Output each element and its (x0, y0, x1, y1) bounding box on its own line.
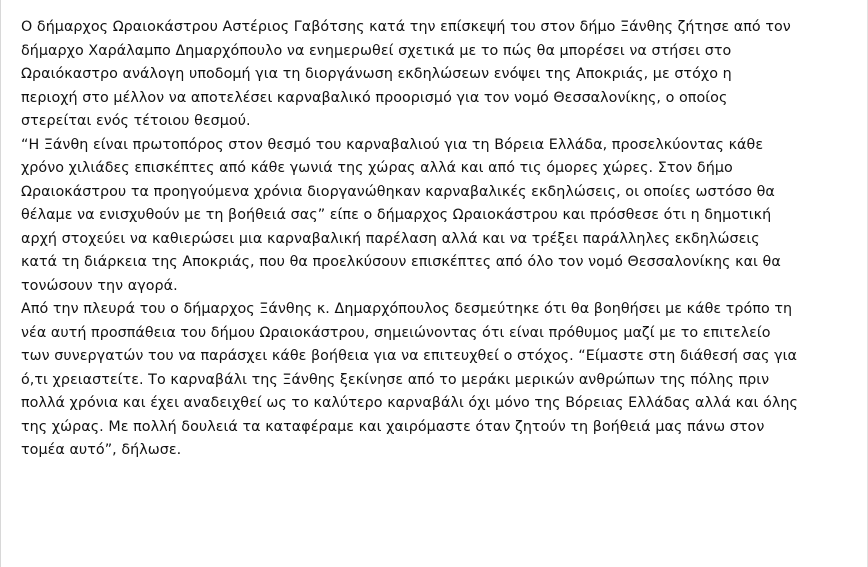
paragraph-3-line-5: πολλά χρόνια και έχει αναδειχθεί ως το καλύτερο καρναβάλι όχι μόνο της Βόρειας Ελλάδας αλλά και όλης (21, 395, 798, 411)
article-paragraph-2 (21, 134, 855, 299)
paragraph-2-line-2: χρόνο χιλιάδες επισκέπτες από κάθε γωνιά της χώρας αλλά και από τις όμορες χώρες. Στον δήμο (21, 160, 733, 176)
paragraph-2-line-6: κατά τη διάρκεια της Αποκριάς, που θα προελκύσουν επισκέπτες από όλο τον νομό Θεσσαλονίκης και θα (21, 254, 781, 270)
page-left-border (0, 0, 1, 567)
paragraph-3-line-1: Από την πλευρά του ο δήμαρχος Ξάνθης κ. Δημαρχόπουλος δεσμεύτηκε ότι θα βοηθήσει με κάθε τρόπο τη (21, 301, 793, 317)
paragraph-1-line-3: Ωραιόκαστρο ανάλογη υποδομή για τη διοργάνωση εκδηλώσεων ενόψει της Αποκριάς, με στόχο η (21, 66, 732, 82)
paragraph-1-line-1: Ο δήμαρχος Ωραιοκάστρου Αστέριος Γαβότσης κατά την επίσκεψή του στον δήμο Ξάνθης ζήτησε από τον (21, 19, 791, 35)
paragraph-3-line-3: των συνεργατών του να παράσχει κάθε βοήθεια για να επιτευχθεί ο στόχος. “Είμαστε στη διάθεσή σας για (21, 348, 798, 364)
paragraph-3-line-7: τομέα αυτό”, δήλωσε. (21, 442, 182, 458)
article-paragraph-1 (21, 16, 855, 134)
paragraph-3-line-4: ό,τι χρειαστείτε. Το καρναβάλι της Ξάνθης ξεκίνησε από το μεράκι μερικών ανθρώπων της πόλης πριν (21, 371, 770, 388)
paragraph-3-line-2: νέα αυτή προσπάθεια του δήμου Ωραιοκάστρου, σημειώνοντας ότι είναι πρόθυμος μαζί με το επιτελείο (21, 324, 771, 341)
paragraph-1-line-2: δήμαρχο Χαράλαμπο Δημαρχόπουλο να ενημερωθεί σχετικά με το πώς θα μπορέσει να στήσει στο (21, 42, 732, 59)
article-paragraph-3 (21, 298, 855, 463)
paragraph-2-line-1: “Η Ξάνθη είναι πρωτοπόρος στον θεσμό του καρναβαλιού για τη Βόρεια Ελλάδα, προσελκύοντας κάθε (21, 136, 764, 153)
paragraph-3-line-6: της χώρας. Με πολλή δουλειά τα καταφέραμε και χαιρόμαστε όταν ζητούν τη βοήθειά μας πάνω στον (21, 418, 765, 435)
paragraph-2-line-7: τονώσουν την αγορά. (21, 277, 178, 294)
paragraph-1-line-4: περιοχή στο μέλλον να αποτελέσει καρναβαλικό προορισμό για τον νομό Θεσσαλονίκης, ο οποίος (21, 89, 728, 106)
article-body (21, 16, 855, 463)
paragraph-2-line-4: θέλαμε να ενισχυθούν με τη βοήθειά σας” είπε ο δήμαρχος Ωραιοκάστρου και πρόσθεσε ότι η δημοτική (21, 207, 772, 223)
paragraph-2-line-3: Ωραιοκάστρου τα προηγούμενα χρόνια διοργανώθηκαν καρναβαλικές εκδηλώσεις, οι οποίες ωστόσο θα (21, 183, 775, 200)
paragraph-2-line-5: αρχή στοχεύει να καθιερώσει μια καρναβαλική παρέλαση αλλά και να τρέξει παράλληλες εκδηλώσεις (21, 230, 760, 247)
paragraph-1-line-5: στερείται ενός τέτοιου θεσμού. (21, 113, 251, 129)
